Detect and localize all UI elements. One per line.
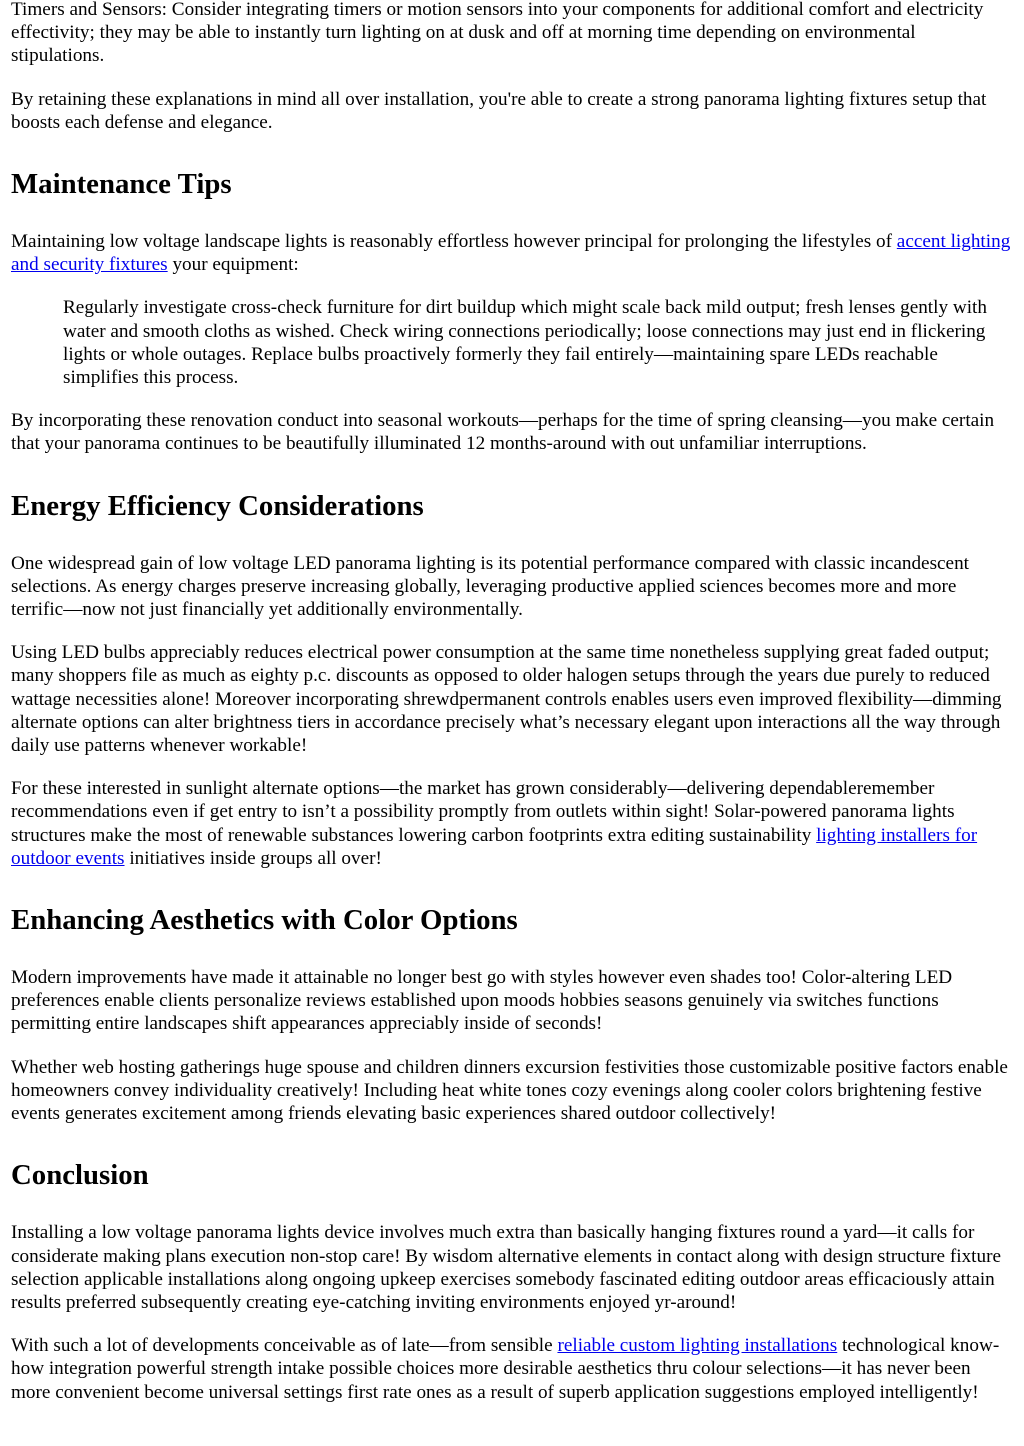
conclusion-final-text-after: technological know-how integration powerful strength intake possible choices more desirable aesthetics thru colour selections—it has never been more convenient become universal settings first rate ones as a result of superb application suggestions employed intelligently! [11,1335,1000,1403]
conclusion-final-paragraph [11,1334,1013,1404]
intro-summary-paragraph: By retaining these explanations in mind all over installation, you're able to create a strong panorama lighting fixtures setup that boosts each defense and elegance. [11,88,987,133]
custom-lighting-link[interactable]: reliable custom lighting installations [557,1335,838,1357]
lighting-installers-link[interactable]: lighting installers for outdoor events [11,824,978,869]
maintenance-intro-text: Maintaining low voltage landscape lights is reasonably effortless however principal for prolonging the lifestyles of [11,231,897,253]
intro-timers-paragraph: Timers and Sensors: Consider integrating timers or motion sensors into your components for additional comfort and electricity effectivity; they may be able to instantly turn lighting on at dusk and off at morning time depending on environmental stipulations. [11,0,984,67]
energy-solar-text-after: initiatives inside groups all over! [124,847,382,869]
conclusion-final-text: With such a lot of developments conceivable as of late—from sensible [11,1335,558,1357]
aesthetics-intro-paragraph: Modern improvements have made it attainable no longer best go with styles however even shades too! Color-altering LED preferences enable clients personalize reviews established upon moods hobbies seasons genuinely via switches functions permitting entire landscapes shift appearances appreciably inside of seconds! [11,967,953,1035]
accent-lighting-link[interactable]: accent lighting and security fixtures [11,231,1011,276]
maintenance-intro-text-after: your equipment: [167,254,299,276]
maintenance-blockquote: Regularly investigate cross-check furniture for dirt buildup which might scale back mild output; fresh lenses gently with water and smooth cloths as wished. Check wiring connections periodically; loose connections may just end in flickering lights or whole outages. Replace bulbs proactively formerly they fail entirely—maintaining spare LEDs reachable simplifies this process. [63,297,987,389]
energy-intro-paragraph: One widespread gain of low voltage LED panorama lighting is its potential performance compared with classic incandescent selections. As energy charges preserve increasing globally, leveraging productive applied sciences becomes more and more terrific—now not just financially yet additionally environmentally. [11,552,969,621]
aesthetics-gatherings-paragraph: Whether web hosting gatherings huge spouse and children dinners excursion festivities those customizable positive factors enable homeowners convey individuality creatively! Including heat white tones cozy evenings along cooler colors brightening festive events generates excitement among friends elevating basic experiences shared outdoor collectively! [11,1056,1008,1125]
energy-solar-paragraph [11,777,1013,870]
energy-heading: Energy Efficiency Considerations [11,489,424,522]
conclusion-paragraph: Installing a low voltage panorama lights device involves much extra than basically hanging fixtures round a yard—it calls for considerate making plans execution non-stop care! By wisdom alternative elements in contact along with design structure fixture selection applicable installations along ongoing upkeep exercises somebody fascinated editing outdoor areas efficaciously attain results preferred subsequently creating eye-catching inviting environments enjoyed yr-around! [11,1222,1001,1313]
maintenance-heading: Maintenance Tips [11,168,232,201]
maintenance-seasonal-paragraph: By incorporating these renovation conduct into seasonal workouts—perhaps for the time of spring cleansing—you make certain that your panorama continues to be beautifully illuminated 12 months-around with out unfamiliar interruptions. [11,410,995,455]
energy-solar-text: For these interested in sunlight alternate options—the market has grown considerably—delivering dependableremember recommendations even if get entry to isn’t a possibility promptly from outlets within sight! Solar-powered panorama lights structures make the most of renewable substances lowering carbon footprints extra editing sustainability [11,778,955,846]
maintenance-intro-paragraph [11,230,1013,276]
conclusion-heading: Conclusion [11,1159,149,1192]
aesthetics-heading: Enhancing Aesthetics with Color Options [11,904,518,937]
energy-led-paragraph: Using LED bulbs appreciably reduces electrical power consumption at the same time nonetheless supplying great faded output; many shoppers file as much as eighty p.c. discounts as opposed to older halogen setups through the years due purely to reduced wattage necessities alone! Moreover incorporating shrewdpermanent controls enables users even improved flexibility—dimming alternate options can alter brightness tiers in accordance precisely what’s necessary elegant upon interactions all the way through daily use patterns whenever workable! [11,642,1002,757]
